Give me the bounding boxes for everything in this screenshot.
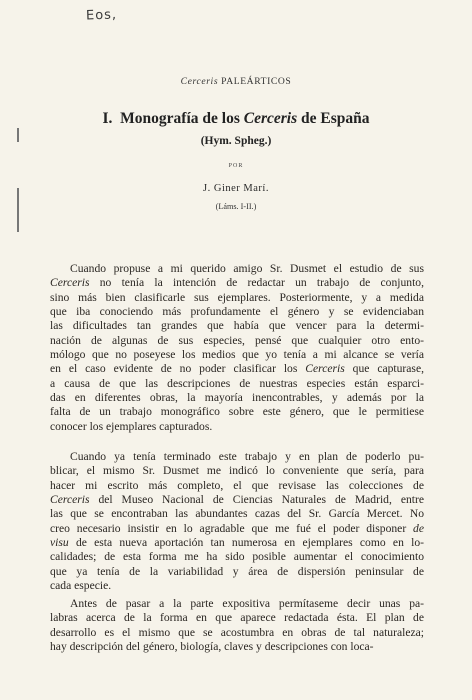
italic-term: de: [413, 521, 424, 535]
series-header: [0, 76, 472, 87]
text-line: mólogo que no poseyese los medios que yo tenía a mi alcance se vería: [50, 348, 424, 362]
text-line: Cerceris no tenía la intención de redactar un trabajo de conjunto,: [50, 276, 424, 290]
series-header-italic: Cerceris: [180, 76, 219, 87]
text-line: hacer mi escrito más completo, el que revisase las colecciones de: [50, 478, 424, 492]
italic-term: Cerceris: [305, 362, 345, 376]
text-line: Antes de pasar a la parte expositiva permítaseme decir unas pa-: [70, 597, 424, 610]
text-line: creo necesario insistir en lo agradable que me fué el poder disponer de: [50, 521, 424, 535]
text-line: que iba conociendo más profundamente el género y se evidenciaban: [50, 305, 424, 319]
byline-por: POR: [228, 163, 244, 169]
text-line: visu de esta nueva aportación tan numerosa en ejemplares como en lo-: [50, 536, 424, 550]
text-line: Cuando ya tenía terminado este trabajo y en plan de poderlo pu-: [70, 450, 424, 463]
text-line: desarrollo es el mismo que se acostumbra en obras de tal naturaleza;: [50, 625, 424, 639]
text-line: a causa de que las descripciones de nuestras especies están esparci-: [50, 376, 424, 390]
text-line: hay descripción del género, biología, claves y descripciones con loca-: [50, 640, 374, 654]
title-number: I.: [102, 110, 113, 127]
page-subtitle: (Hym. Spheg.): [200, 135, 272, 147]
text-line: nación de algunas de sus especies, pensé que cualquier otro ento-: [50, 333, 424, 347]
text-line: das en diferentes obras, la mayoría inencontrables, y además por la: [50, 391, 424, 405]
byline-author: J. Giner Marí.: [203, 183, 269, 194]
series-header-rest: PALEÁRTICOS: [221, 76, 292, 87]
text-line: conocer los ejemplares capturados.: [50, 419, 213, 433]
text-line: blicar, el mismo Sr. Dusmet me indicó lo conveniente que sería, para: [50, 464, 424, 478]
text-line: las que se encontraban las abundantes cazas del Sr. García Mercet. No: [50, 507, 424, 521]
title-text-before: Monografía de los: [120, 110, 240, 127]
text-line: las dificultades tan grandes que había que vencer para la determi-: [50, 319, 424, 333]
text-line: en el caso evidente de no poder clasificar los Cerceris que capturase,: [50, 362, 424, 376]
handwritten-note: Eos,: [85, 7, 118, 24]
body-paragraph: [50, 262, 424, 434]
text-line: calidades; de esta forma me ha sido posible aumentar el conocimiento: [50, 550, 424, 564]
italic-term: Cerceris: [50, 276, 90, 290]
page-title: [0, 110, 472, 128]
text-line: sino más bien clasificarle sus ejemplares. Posteriormente, y a medida: [50, 290, 424, 304]
italic-term: visu: [50, 536, 69, 550]
byline-plates: (Láms. I-II.): [215, 202, 257, 211]
text-line: que ya tenía de la variabilidad y área de dispersión peninsular de: [50, 564, 424, 578]
title-text-after: de España: [301, 110, 370, 127]
text-line: Cerceris del Museo Nacional de Ciencias Naturales de Madrid, entre: [50, 493, 424, 507]
body-paragraph: [50, 450, 424, 593]
text-line: falta de un trabajo monográfico sobre este género, que le permitiese: [50, 405, 424, 419]
italic-term: Cerceris: [50, 493, 90, 507]
text-line: labras acerca de la forma en que aparece redactada ésta. El plan de: [50, 611, 424, 625]
text-line: cada especie.: [50, 579, 112, 593]
text-line: Cuando propuse a mi querido amigo Sr. Dusmet el estudio de sus: [70, 262, 424, 275]
body-paragraph: [50, 597, 424, 654]
title-text-italic: Cerceris: [243, 110, 298, 127]
